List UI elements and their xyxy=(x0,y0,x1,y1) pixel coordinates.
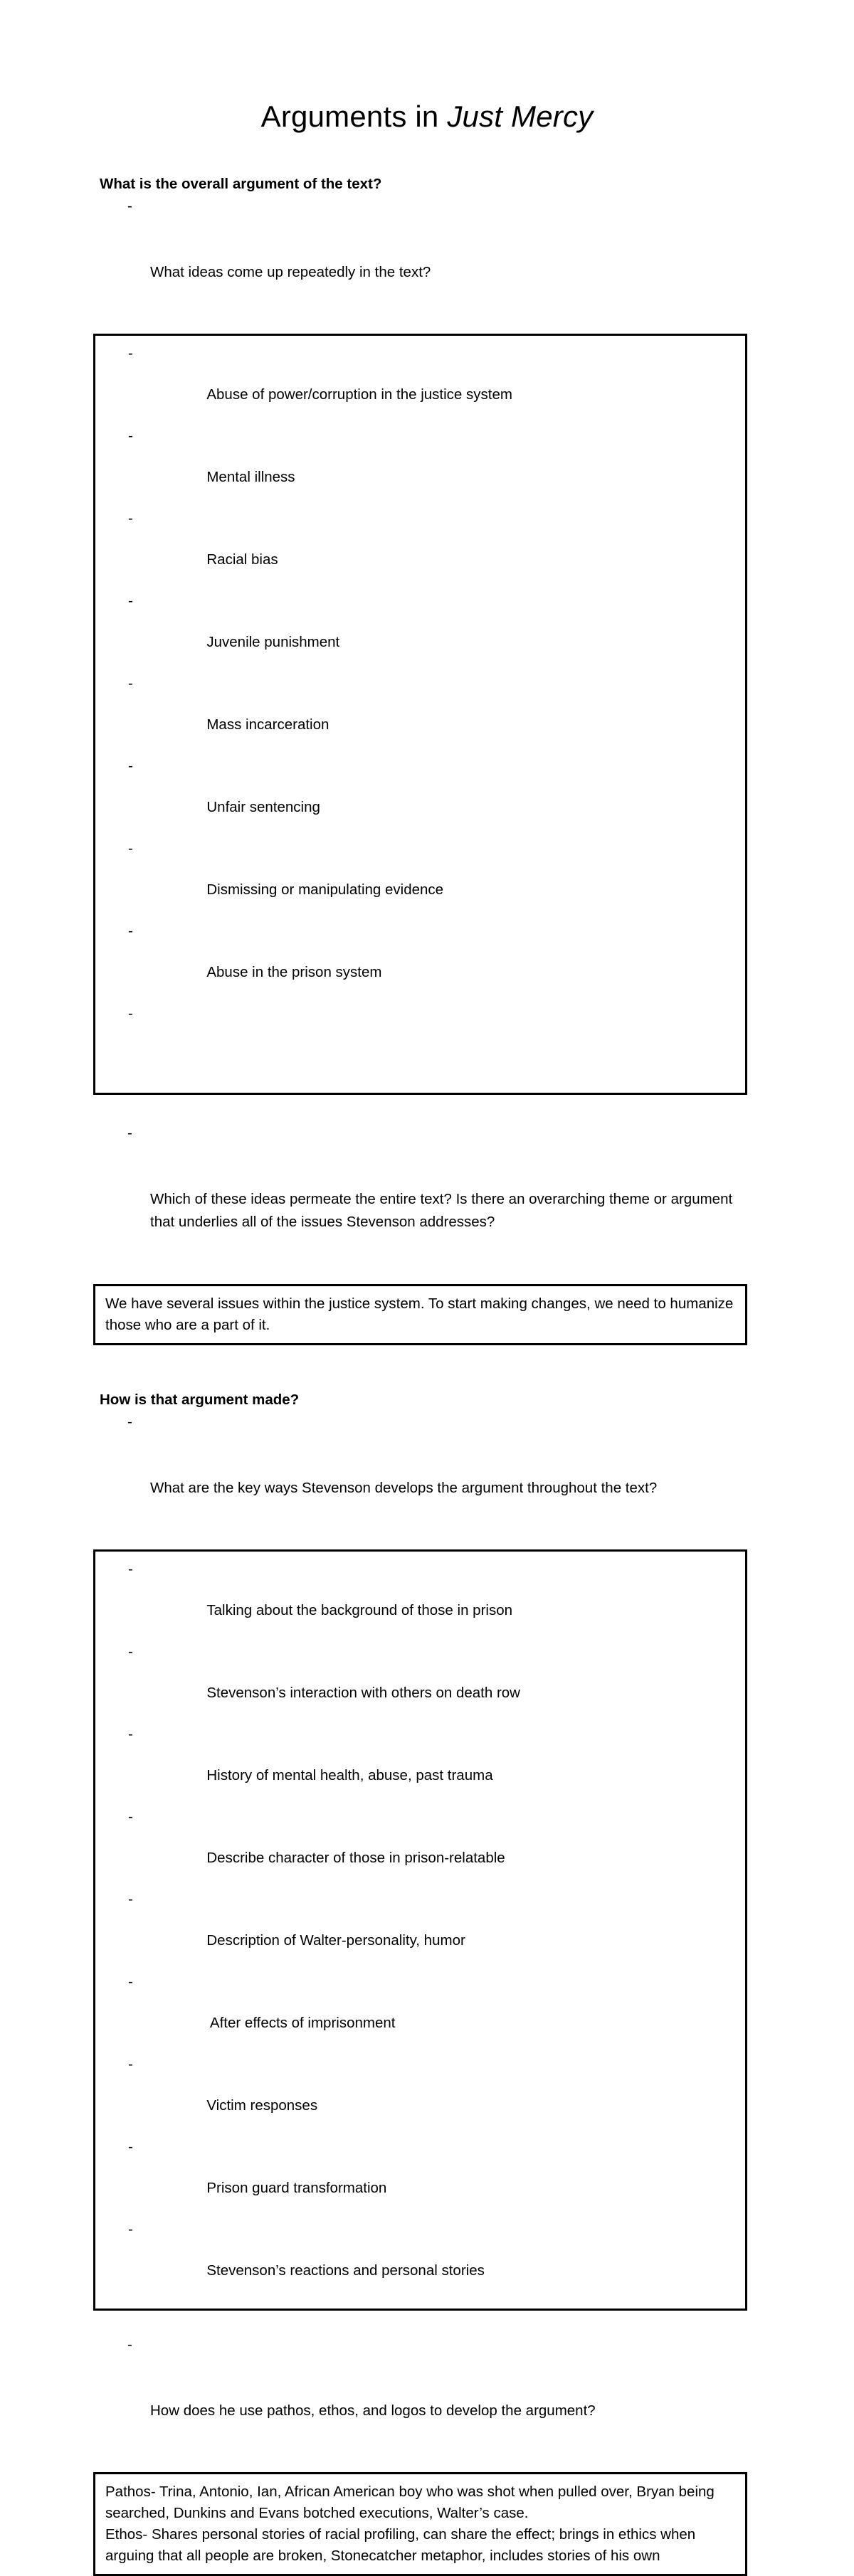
list-item-text: Abuse of power/corruption in the justice system xyxy=(206,386,512,403)
question-key-ways-text: What are the key ways Stevenson develops the argument throughout the text? xyxy=(150,1480,658,1497)
bullet-dash-icon: - xyxy=(128,1560,133,1577)
bullet-dash-icon: - xyxy=(128,1808,133,1825)
bullet-dash-icon: - xyxy=(128,344,133,361)
list-item xyxy=(102,1559,737,1641)
list-item xyxy=(102,425,737,508)
list-item xyxy=(102,1889,737,1971)
list-item-text: Mental illness xyxy=(206,468,295,485)
question-ideas-repeated-text: What ideas come up repeatedly in the text? xyxy=(150,264,431,281)
bullet-dash-icon: - xyxy=(127,1124,132,1141)
list-item-text: Dismissing or manipulating evidence xyxy=(206,881,444,898)
list-item xyxy=(102,921,737,1003)
answer-box-overarching-theme[interactable] xyxy=(93,1284,747,1345)
list-item-text: Racial bias xyxy=(206,551,278,568)
list-item-text: After effects of imprisonment xyxy=(206,2014,396,2031)
bullet-dash-icon: - xyxy=(128,1005,133,1022)
list-item-text: Description of Walter-personality, humor xyxy=(206,1931,465,1949)
repeated-ideas-list xyxy=(102,343,737,1086)
list-item xyxy=(102,343,737,425)
document-content xyxy=(0,134,854,2575)
list-item xyxy=(102,756,737,838)
list-item-text: Describe character of those in prison-relatable xyxy=(206,1849,505,1866)
bullet-dash-icon: - xyxy=(128,427,133,444)
bullet-dash-icon: - xyxy=(127,1413,132,1430)
question-pathos-ethos-logos xyxy=(93,2333,747,2466)
list-item-text: Unfair sentencing xyxy=(206,798,320,815)
bullet-dash-icon: - xyxy=(128,757,133,774)
bullet-dash-icon: - xyxy=(128,839,133,857)
bullet-dash-icon: - xyxy=(128,509,133,526)
answer-box-repeated-ideas[interactable] xyxy=(93,334,747,1095)
list-item xyxy=(102,673,737,756)
list-item xyxy=(102,2136,737,2219)
bullet-dash-icon: - xyxy=(128,2138,133,2155)
bullet-dash-icon: - xyxy=(128,1643,133,1660)
list-item xyxy=(102,1641,737,1724)
bullet-dash-icon: - xyxy=(128,2055,133,2072)
bullet-dash-icon: - xyxy=(128,2220,133,2237)
list-item-text: Juvenile punishment xyxy=(206,633,340,650)
list-item-text: Stevenson’s reactions and personal stories xyxy=(206,2262,485,2279)
answer-overarching-theme-text: We have several issues within the justice system. To start making changes, we need to humanize those who are a part of it. xyxy=(105,1295,738,1334)
section-1-heading: What is the overall argument of the text? xyxy=(100,176,382,193)
list-item xyxy=(102,1971,737,2054)
question-key-ways xyxy=(93,1411,747,1544)
question-overarching-theme-text: Which of these ideas permeate the entire text? Is there an overarching theme or argument that underlies all of the issues Stevenson addresses? xyxy=(150,1191,737,1230)
list-item-text: Talking about the background of those in prison xyxy=(206,1601,513,1618)
list-item xyxy=(102,838,737,921)
list-item-text: Mass incarceration xyxy=(206,716,330,733)
list-item xyxy=(102,1806,737,1889)
bullet-dash-icon: - xyxy=(128,1973,133,1990)
list-item-text: Stevenson’s interaction with others on death row xyxy=(206,1684,520,1701)
question-pathos-ethos-logos-text: How does he use pathos, ethos, and logos to develop the argument? xyxy=(150,2402,596,2419)
bullet-dash-icon: - xyxy=(128,1890,133,1907)
list-item xyxy=(102,590,737,673)
section-how-argument-made xyxy=(93,1389,747,2576)
bullet-dash-icon: - xyxy=(128,674,133,691)
list-item xyxy=(102,2219,737,2301)
answer-box-key-ways[interactable] xyxy=(93,1549,747,2311)
page-title xyxy=(0,0,854,134)
answer-pathos-ethos-logos-text: Pathos- Trina, Antonio, Ian, African American boy who was shot when pulled over, Bryan being searched, Dunkins and Evans botched executions, Walter’s case. Ethos- Shares personal stories of racial profiling, can share the effect; brings in ethics when arguing that all people are broken, Stonecatcher metaphor, includes stories of his own xyxy=(105,2483,715,2564)
key-ways-list xyxy=(102,1559,737,2301)
question-overarching-theme xyxy=(93,1122,747,1277)
list-item-text: Abuse in the prison system xyxy=(206,963,382,980)
list-item xyxy=(102,2054,737,2136)
bullet-dash-icon: - xyxy=(128,922,133,939)
bullet-dash-icon: - xyxy=(128,1725,133,1742)
bullet-dash-icon: - xyxy=(127,198,132,215)
section-2-heading: How is that argument made? xyxy=(100,1392,300,1409)
list-item xyxy=(102,1724,737,1806)
list-item-text: History of mental health, abuse, past trauma xyxy=(206,1766,493,1783)
answer-box-pathos-ethos-logos[interactable] xyxy=(93,2472,747,2576)
bullet-dash-icon: - xyxy=(128,592,133,609)
list-item xyxy=(102,508,737,590)
section-overall-argument xyxy=(93,174,747,1345)
bullet-dash-icon: - xyxy=(127,2336,132,2353)
list-item-text: Prison guard transformation xyxy=(206,2179,387,2196)
page-title-prefix: Arguments in xyxy=(260,100,448,133)
list-item-text: Victim responses xyxy=(206,2097,318,2114)
page-title-work: Just Mercy xyxy=(447,100,594,133)
list-item-empty xyxy=(102,1003,737,1086)
question-ideas-repeated xyxy=(93,195,747,328)
